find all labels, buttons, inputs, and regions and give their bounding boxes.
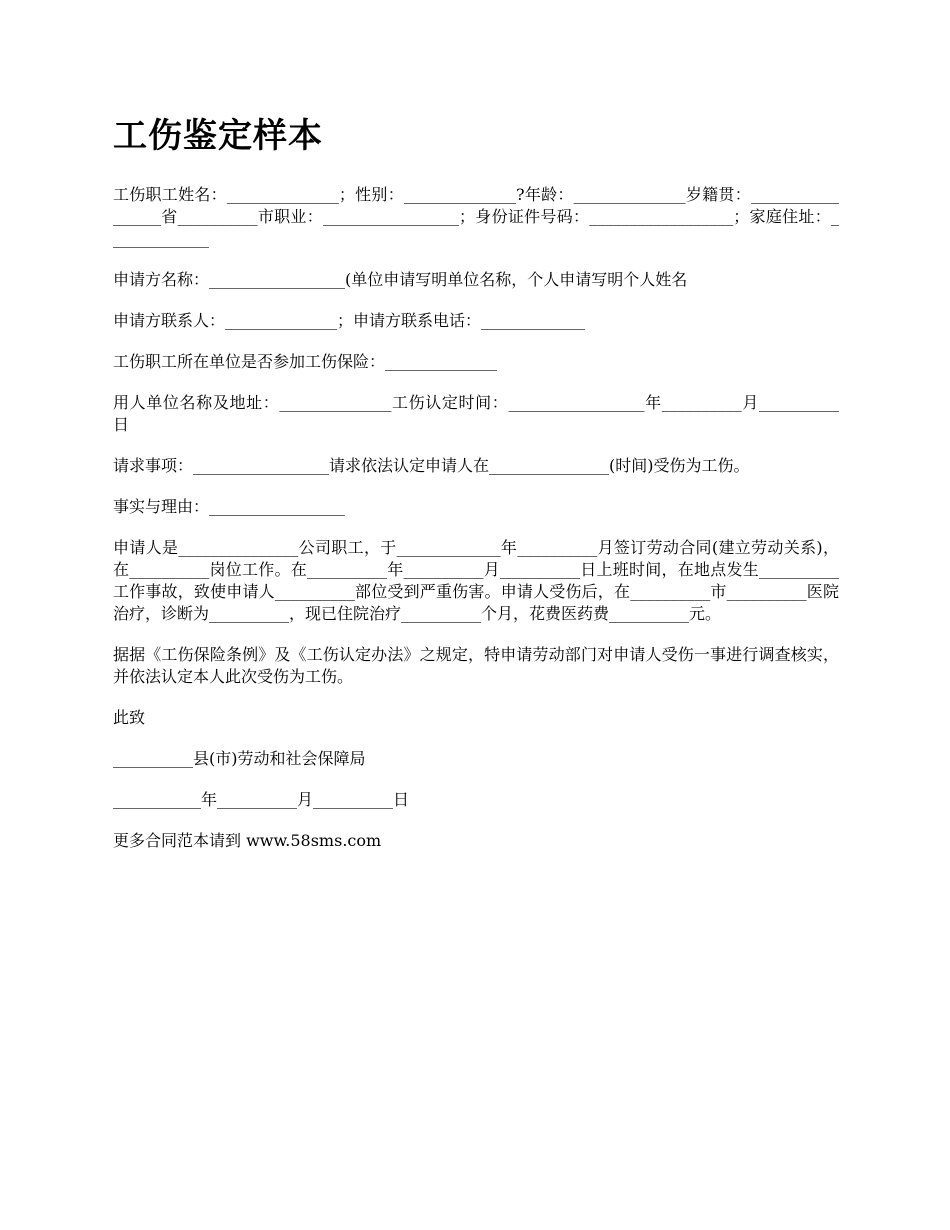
footer-note: 更多合同范本请到 www.58sms.com xyxy=(113,831,382,850)
legal-basis-paragraph: 据据《工伤保险条例》及《工伤认定办法》之规定，特申请劳动部门对申请人受伤一事进行调查核实，并依法认定本人此次受伤为工伤。 xyxy=(113,645,839,686)
applicant-contact-paragraph: 申请方联系人：______________；申请方联系电话：_____________ xyxy=(113,311,586,330)
insurance-status-paragraph: 工伤职工所在单位是否参加工伤保险：______________ xyxy=(113,352,498,371)
recipient-bureau: __________县(市)劳动和社会保障局 xyxy=(113,749,366,768)
applicant-name-paragraph: 申请方名称：_________________(单位申请写明单位名称，个人申请写明个人姓名 xyxy=(113,270,688,289)
document-title: 工伤鉴定样本 xyxy=(113,116,323,156)
document-page xyxy=(113,112,839,871)
facts-reasons-heading: 事实与理由：_________________ xyxy=(113,497,346,516)
employer-info-paragraph: 用人单位名称及地址：______________工伤认定时间：_________________年__________月__________日 xyxy=(113,393,839,434)
salutation: 此致 xyxy=(113,708,146,727)
signature-date: ___________年__________月__________日 xyxy=(113,790,410,809)
worker-info-paragraph: 工伤职工姓名：______________；性别：______________?年龄：______________岁籍贯：_________________省__________市职业：_________________；身份证件号码：__________________；家庭住址：_____________ xyxy=(113,185,839,248)
facts-body-paragraph: 申请人是_______________公司职工，于_____________年__________月签订劳动合同(建立劳动关系)，在__________岗位工作。在__________年__________月__________日上班时间，在地点发生__________工作事故，致使申请人__________部位受到严重伤害。申请人受伤后，在__________市__________医院治疗，诊断为__________，现已住院治疗__________个月，花费医药费__________元。 xyxy=(113,538,839,623)
request-items-paragraph: 请求事项：_________________请求依法认定申请人在_______________(时间)受伤为工伤。 xyxy=(113,456,750,475)
